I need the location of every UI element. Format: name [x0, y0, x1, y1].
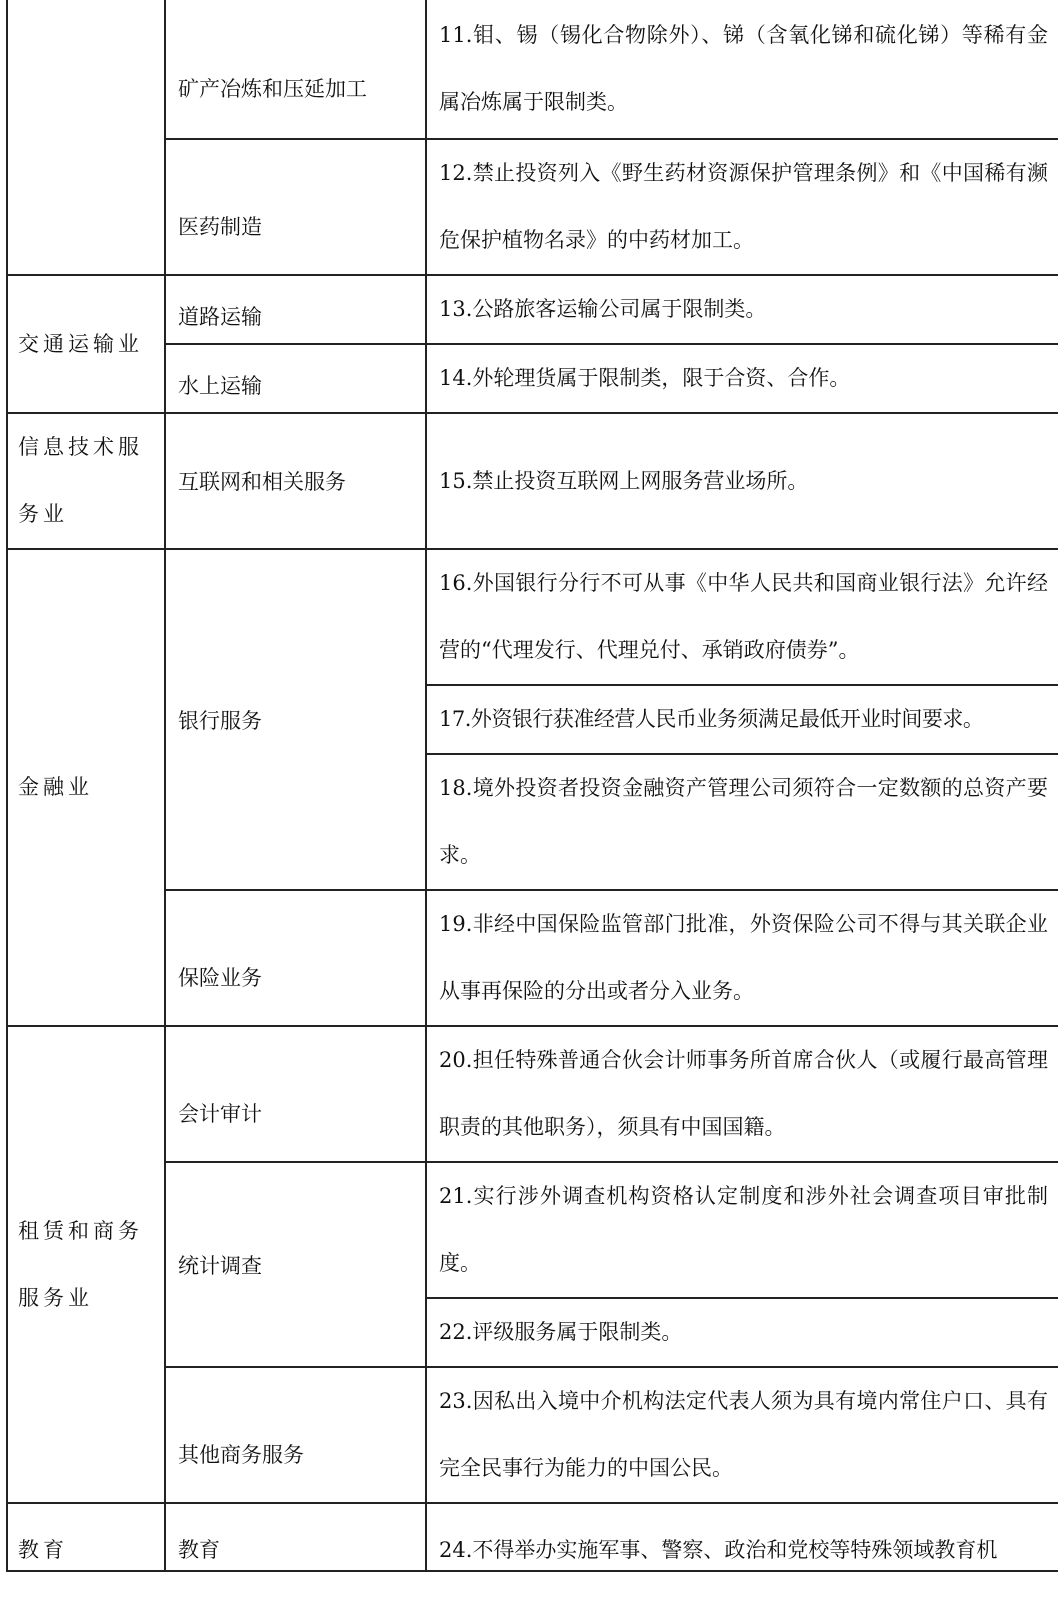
item-cell — [426, 1503, 1058, 1571]
subcategory-label: 矿产冶炼和压延加工 — [178, 77, 367, 101]
category-label: 交通运输业 — [18, 331, 143, 356]
item-text: 15.禁止投资互联网上网服务营业场所。 — [439, 468, 809, 493]
item-text: 14.外轮理货属于限制类，限于合资、合作。 — [439, 366, 851, 390]
item-text: 18.境外投资者投资金融资产管理公司须符合一定数额的总资产要求。 — [439, 776, 1048, 867]
category-label: 教育 — [18, 1538, 68, 1562]
item-text: 17.外资银行获准经营人民币业务须满足最低开业时间要求。 — [439, 707, 984, 731]
subcategory-cell — [165, 0, 426, 139]
category-label: 信息技术服务业 — [18, 435, 143, 526]
subcategory-label: 银行服务 — [178, 708, 262, 733]
item-cell — [426, 1162, 1058, 1298]
item-cell — [426, 1298, 1058, 1367]
item-text: 21.实行涉外调查机构资格认定制度和涉外社会调查项目审批制度。 — [439, 1184, 1048, 1275]
item-cell — [426, 685, 1058, 754]
subcategory-label: 医药制造 — [178, 215, 262, 239]
item-text: 24.不得举办实施军事、警察、政治和党校等特殊领域教育机 — [439, 1538, 998, 1562]
subcategory-label: 教育 — [178, 1538, 220, 1562]
item-cell — [426, 0, 1058, 139]
category-cell — [7, 1503, 165, 1571]
subcategory-label: 会计审计 — [178, 1102, 262, 1126]
subcategory-label: 道路运输 — [178, 304, 262, 329]
item-text: 22.评级服务属于限制类。 — [439, 1320, 683, 1344]
subcategory-label: 统计调查 — [178, 1253, 262, 1278]
item-cell — [426, 413, 1058, 549]
item-text: 12.禁止投资列入《野生药材资源保护管理条例》和《中国稀有濒危保护植物名录》的中药材加工。 — [439, 161, 1048, 252]
subcategory-cell — [165, 1162, 426, 1367]
category-cell — [7, 1026, 165, 1503]
subcategory-label: 其他商务服务 — [178, 1443, 304, 1467]
category-cell — [7, 275, 165, 413]
item-cell — [426, 275, 1058, 344]
subcategory-label: 互联网和相关服务 — [178, 470, 346, 494]
subcategory-cell — [165, 275, 426, 344]
item-text: 13.公路旅客运输公司属于限制类。 — [439, 297, 767, 321]
category-cell-empty — [7, 0, 165, 275]
negative-list-table — [6, 0, 1058, 1572]
item-cell — [426, 344, 1058, 413]
item-cell — [426, 549, 1058, 685]
category-cell — [7, 549, 165, 1026]
subcategory-label: 保险业务 — [178, 966, 262, 990]
category-label: 租赁和商务服务业 — [18, 1218, 143, 1310]
category-label: 金融业 — [18, 775, 93, 799]
subcategory-cell — [165, 413, 426, 549]
item-text: 23.因私出入境中介机构法定代表人须为具有境内常住户口、具有完全民事行为能力的中国公民。 — [439, 1389, 1048, 1480]
subcategory-cell — [165, 1367, 426, 1503]
item-cell — [426, 1026, 1058, 1162]
item-cell — [426, 754, 1058, 890]
item-cell — [426, 1367, 1058, 1503]
item-text: 20.担任特殊普通合伙会计师事务所首席合伙人（或履行最高管理职责的其他职务），须具有中国国籍。 — [439, 1048, 1048, 1139]
item-text: 11.钼、锡（锡化合物除外）、锑（含氧化锑和硫化锑）等稀有金属冶炼属于限制类。 — [439, 23, 1048, 114]
subcategory-cell — [165, 139, 426, 275]
subcategory-cell — [165, 344, 426, 413]
subcategory-cell — [165, 890, 426, 1026]
item-cell — [426, 139, 1058, 275]
category-cell — [7, 413, 165, 549]
subcategory-label: 水上运输 — [178, 373, 262, 398]
item-text: 19.非经中国保险监管部门批准，外资保险公司不得与其关联企业从事再保险的分出或者分入业务。 — [439, 912, 1048, 1003]
item-text: 16.外国银行分行不可从事《中华人民共和国商业银行法》允许经营的“代理发行、代理兑付、承销政府债券”。 — [439, 571, 1048, 662]
subcategory-cell — [165, 1026, 426, 1162]
item-cell — [426, 890, 1058, 1026]
subcategory-cell — [165, 1503, 426, 1571]
subcategory-cell — [165, 549, 426, 890]
